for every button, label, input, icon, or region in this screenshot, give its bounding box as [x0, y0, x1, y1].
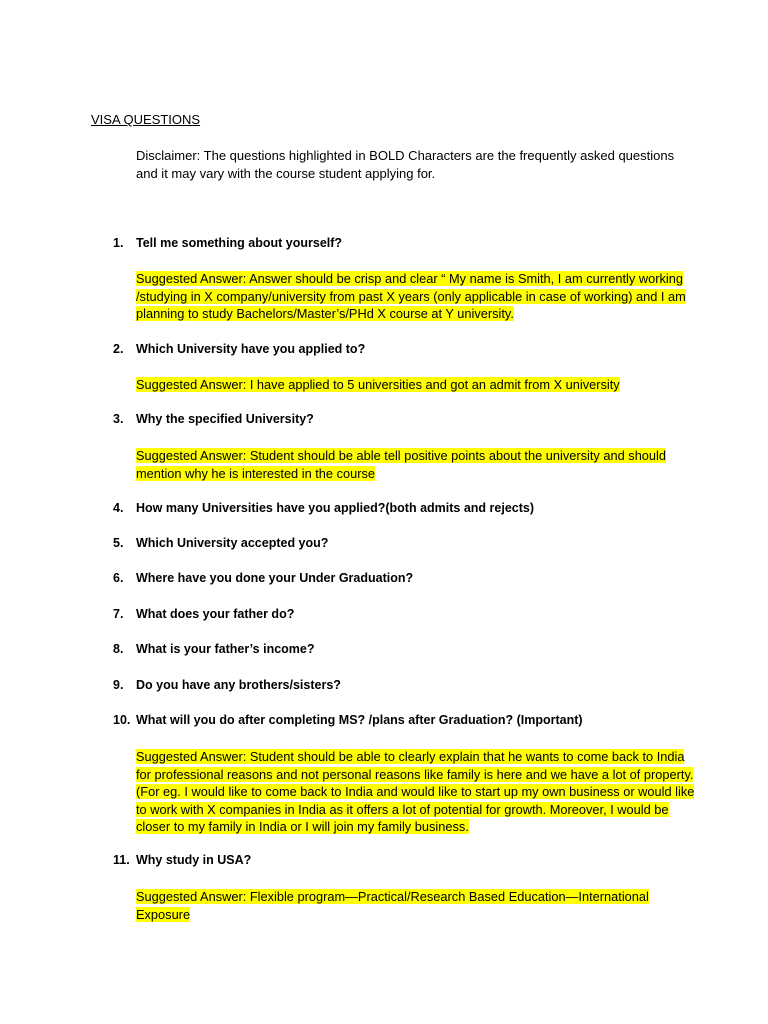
question-text: Why study in USA?	[136, 853, 252, 867]
question-text: Which University accepted you?	[136, 536, 329, 550]
question-number: 2.	[113, 342, 124, 356]
question-text: What is your father’s income?	[136, 642, 315, 656]
answer-10	[136, 748, 696, 836]
question-number: 10.	[113, 713, 131, 727]
question-number: 8.	[113, 642, 124, 656]
question-number: 9.	[113, 678, 124, 692]
question-number: 6.	[113, 571, 124, 585]
question-5	[113, 535, 713, 552]
question-7	[113, 606, 713, 623]
question-text: What will you do after completing MS? /plans after Graduation? (Important)	[136, 713, 583, 727]
answer-text: Suggested Answer: Answer should be crisp and clear “ My name is Smith, I am currently working /studying in X company/university from past X years (only applicable in case of working) and I am planning to study Bachelors/Master’s/PHd X course at Y university.	[136, 271, 686, 321]
answer-text: Suggested Answer: Flexible program—Practical/Research Based Education—International Exposure	[136, 889, 649, 922]
answer-text: Suggested Answer: Student should be able to clearly explain that he wants to come back to India for professional reasons and not personal reasons like family is here and we have a lot of property. (For eg. I would like to come back to India and would like to start up my own business or would like to work with X companies in India as it offers a lot of potential for growth. Moreover, I would be closer to my family in India or I will join my family business.	[136, 749, 695, 834]
disclaimer: Disclaimer: The questions highlighted in BOLD Characters are the frequently asked questions and it may vary with the course student applying for.	[136, 148, 675, 181]
question-number: 7.	[113, 607, 124, 621]
question-text: How many Universities have you applied?(both admits and rejects)	[136, 501, 535, 515]
question-text: Where have you done your Under Graduation?	[136, 571, 414, 585]
question-number: 1.	[113, 236, 124, 250]
question-number: 5.	[113, 536, 124, 550]
answer-text: Suggested Answer: Student should be able tell positive points about the university and should mention why he is interested in the course	[136, 448, 667, 481]
answer-11	[136, 888, 696, 923]
question-2	[113, 341, 713, 358]
question-text: Tell me something about yourself?	[136, 236, 343, 250]
answer-2	[136, 376, 696, 394]
question-3	[113, 411, 713, 428]
answer-3	[136, 447, 696, 482]
question-text: What does your father do?	[136, 607, 295, 621]
question-text: Which University have you applied to?	[136, 342, 366, 356]
question-1	[113, 235, 713, 252]
answer-1	[136, 270, 696, 323]
question-4	[113, 500, 713, 517]
question-11	[113, 852, 713, 869]
answer-text: Suggested Answer: I have applied to 5 universities and got an admit from X university	[136, 377, 620, 392]
question-8	[113, 641, 713, 658]
question-10	[113, 712, 713, 729]
question-6	[113, 570, 713, 587]
question-9	[113, 677, 713, 694]
question-number: 3.	[113, 412, 124, 426]
question-number: 11.	[113, 853, 130, 867]
question-text: Do you have any brothers/sisters?	[136, 678, 341, 692]
question-text: Why the specified University?	[136, 412, 314, 426]
page-title: VISA QUESTIONS	[91, 112, 201, 127]
question-number: 4.	[113, 501, 124, 515]
